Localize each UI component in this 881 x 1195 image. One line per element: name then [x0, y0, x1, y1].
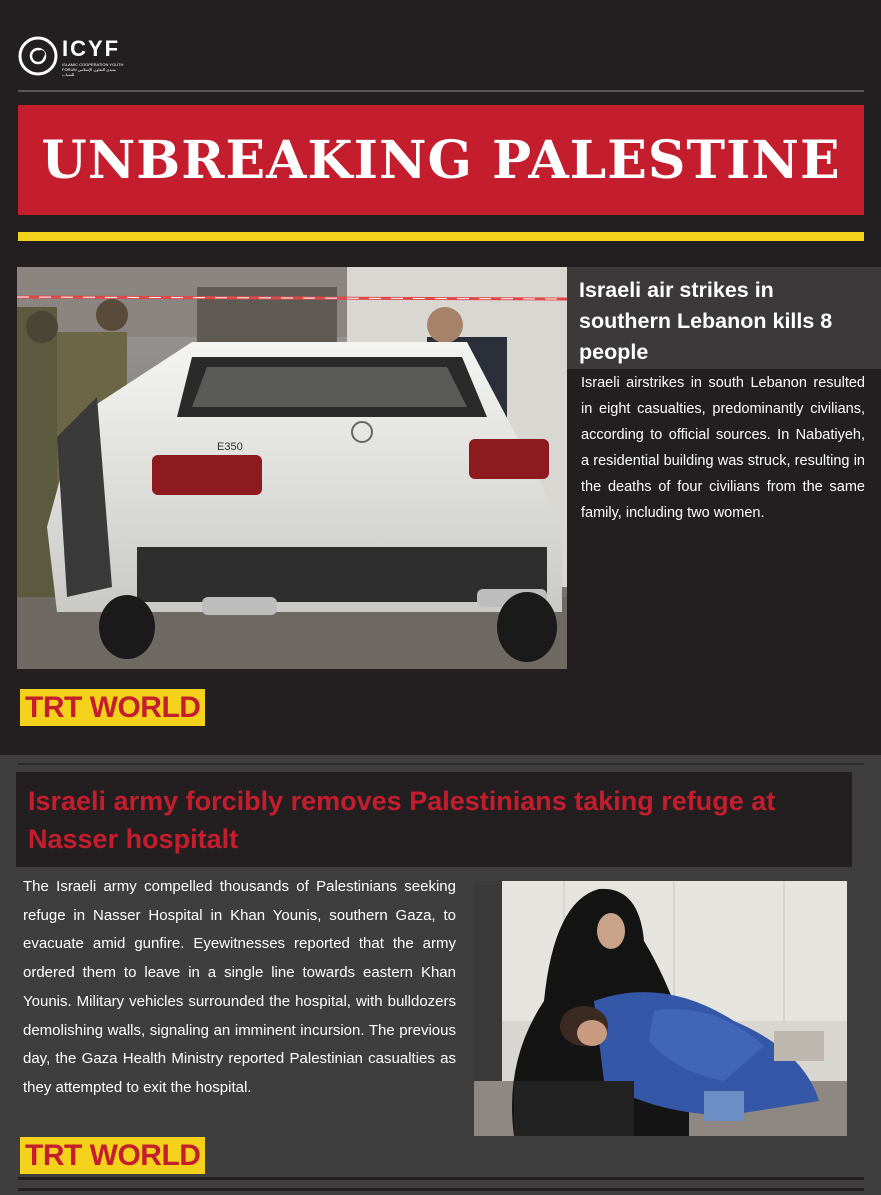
icyf-logo: [18, 36, 128, 80]
bottom-rule-2: [18, 1188, 864, 1191]
logo-text: ICYF: [62, 36, 121, 61]
logo-subtitle: ISLAMIC COOPERATION YOUTH FORUM منتدى التعاون الإسلامي للشباب: [62, 62, 124, 77]
article-2-headline-box: [16, 772, 852, 867]
section-rule: [18, 763, 864, 765]
yellow-divider: [18, 232, 864, 241]
article-1-source: TRT WORLD: [20, 689, 205, 726]
car-badge: E350: [217, 441, 243, 453]
article-2-headline: Israeli army forcibly removes Palestinians taking refuge at Nasser hospitalt: [28, 786, 776, 854]
title-banner: [18, 105, 864, 215]
article-2-photo: [474, 881, 847, 1136]
article-2-body: The Israeli army compelled thousands of Palestinians seeking refuge in Nasser Hospital in Khan Younis, southern Gaza, to evacuate amid gunfire. Eyewitnesses reported that the army ordered them to leave in a single line towards eastern Khan Younis. Military vehicles surrounded the hospital, with bulldozers demolishing walls, signaling an imminent incursion. The previous day, the Gaza Health Ministry reported Palestinian casualties as they attempted to exit the hospital.: [23, 878, 456, 1096]
article-2-source: TRT WORLD: [20, 1137, 205, 1174]
article-1-body: Israeli airstrikes in south Lebanon resulted in eight casualties, predominantly civilians, according to official sources. In Nabatiyeh, a residential building was struck, resulting in the deaths of four civilians from the same family, including two women.: [581, 375, 865, 521]
top-rule: [18, 90, 864, 92]
article-1-headline: Israeli air strikes in southern Lebanon kills 8 people: [579, 278, 833, 364]
icyf-crescent-icon: [18, 36, 58, 76]
page-title: UNBREAKING PALESTINE: [41, 129, 841, 191]
article-1-photo: [17, 267, 567, 669]
bottom-rule-1: [18, 1177, 864, 1180]
article-1-headline-box: [567, 267, 881, 369]
